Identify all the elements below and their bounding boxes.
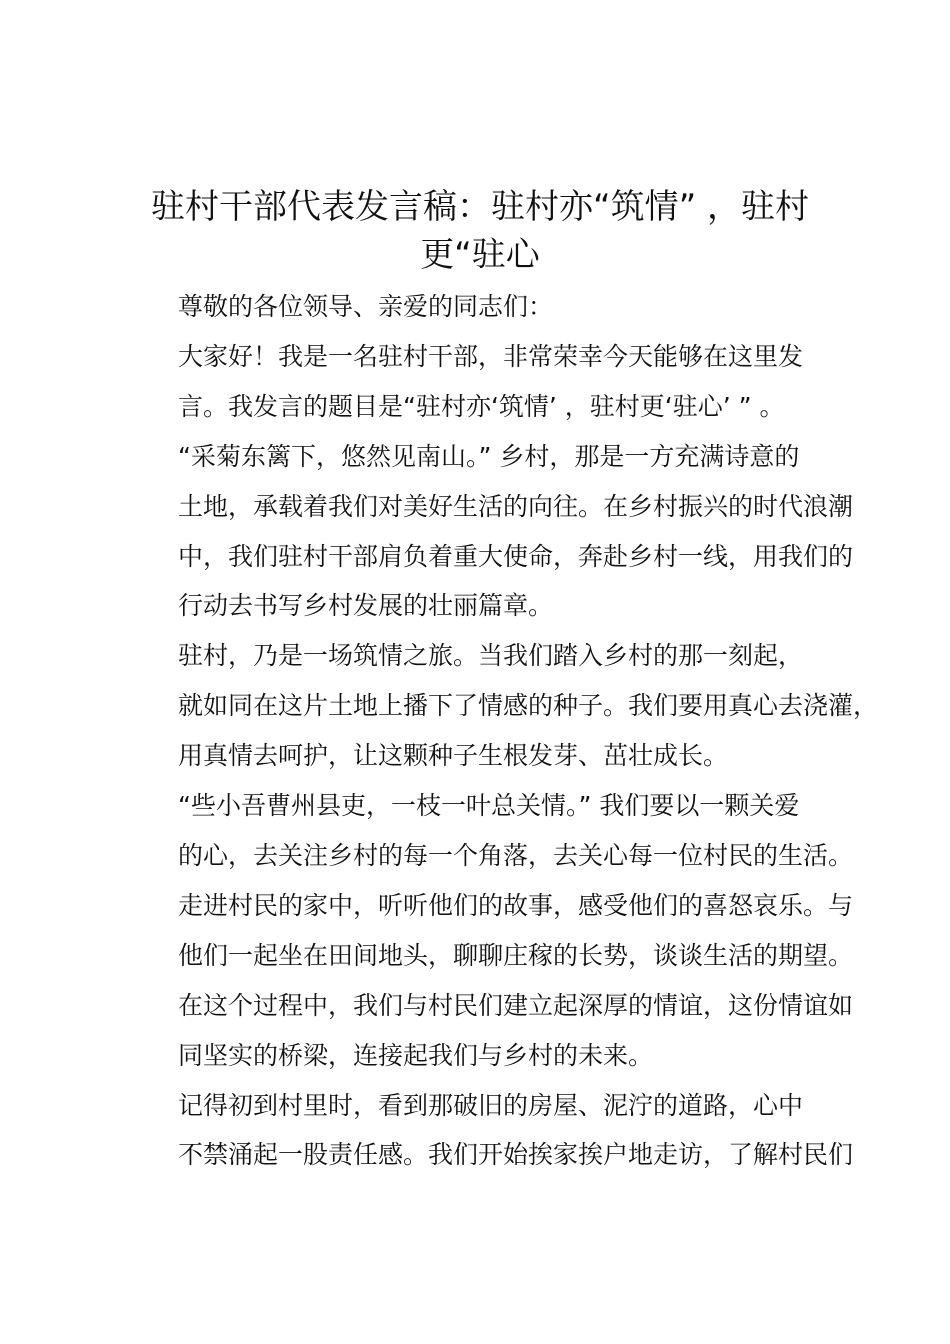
title-line-1: 驻村干部代表发言稿：驻村亦“筑情” ，驻村 bbox=[150, 187, 810, 227]
text-line: 他们一起坐在田间地头，聊聊庄稼的长势，谈谈生活的期望。 bbox=[178, 940, 854, 970]
text-line: 用真情去呵护，让这颗种子生根发芽、茁壮成长。 bbox=[178, 741, 729, 771]
title-line-2: 更“驻心 bbox=[420, 235, 540, 275]
text-line: 土地，承载着我们对美好生活的向往。在乡村振兴的时代浪潮 bbox=[178, 491, 854, 521]
text-line: 言。我发言的题目是“驻村亦‘筑情’ ，驻村更‘驻心’ ” 。 bbox=[178, 391, 785, 421]
text-line: 大家好！我是一名驻村干部，非常荣幸今天能够在这里发 bbox=[178, 341, 804, 371]
paragraph-memory bbox=[128, 1081, 854, 1181]
text-line: 中，我们驻村干部肩负着重大使命，奔赴乡村一线，用我们的 bbox=[178, 541, 854, 571]
text-line: 就如同在这片土地上播下了情感的种子。我们要用真心去浇灌， bbox=[178, 691, 879, 721]
text-line: 在这个过程中，我们与村民们建立起深厚的情谊，这份情谊如 bbox=[178, 990, 854, 1020]
document-title bbox=[120, 183, 840, 279]
text-line: 驻村，乃是一场筑情之旅。当我们踏入乡村的那一刻起， bbox=[178, 641, 804, 671]
text-line: 行动去书写乡村发展的壮丽篇章。 bbox=[178, 591, 554, 621]
paragraph-greeting bbox=[128, 332, 834, 432]
text-line: 的心，去关注乡村的每一个角落，去关心每一位村民的生活。 bbox=[178, 840, 854, 870]
text-line: 同坚实的桥梁，连接起我们与乡村的未来。 bbox=[178, 1040, 654, 1070]
paragraph-journey bbox=[128, 631, 879, 781]
paragraph-poem-rural bbox=[128, 432, 854, 632]
text-line: 尊敬的各位领导、亲爱的同志们： bbox=[178, 292, 554, 321]
text-line: 不禁涌起一股责任感。我们开始挨家挨户地走访，了解村民们 bbox=[178, 1140, 854, 1170]
text-line: “采菊东篱下，悠然见南山。” 乡村，那是一方充满诗意的 bbox=[178, 441, 800, 471]
text-line: 走进村民的家中，听听他们的故事，感受他们的喜怒哀乐。与 bbox=[178, 890, 854, 920]
text-line: “些小吾曹州县吏，一枝一叶总关情。” 我们要以一颗关爱 bbox=[178, 791, 800, 821]
paragraph-salutation bbox=[128, 282, 834, 332]
text-line: 记得初到村里时，看到那破旧的房屋、泥泞的道路，心中 bbox=[178, 1090, 804, 1120]
document-body bbox=[128, 282, 879, 1180]
paragraph-care bbox=[128, 781, 854, 1080]
